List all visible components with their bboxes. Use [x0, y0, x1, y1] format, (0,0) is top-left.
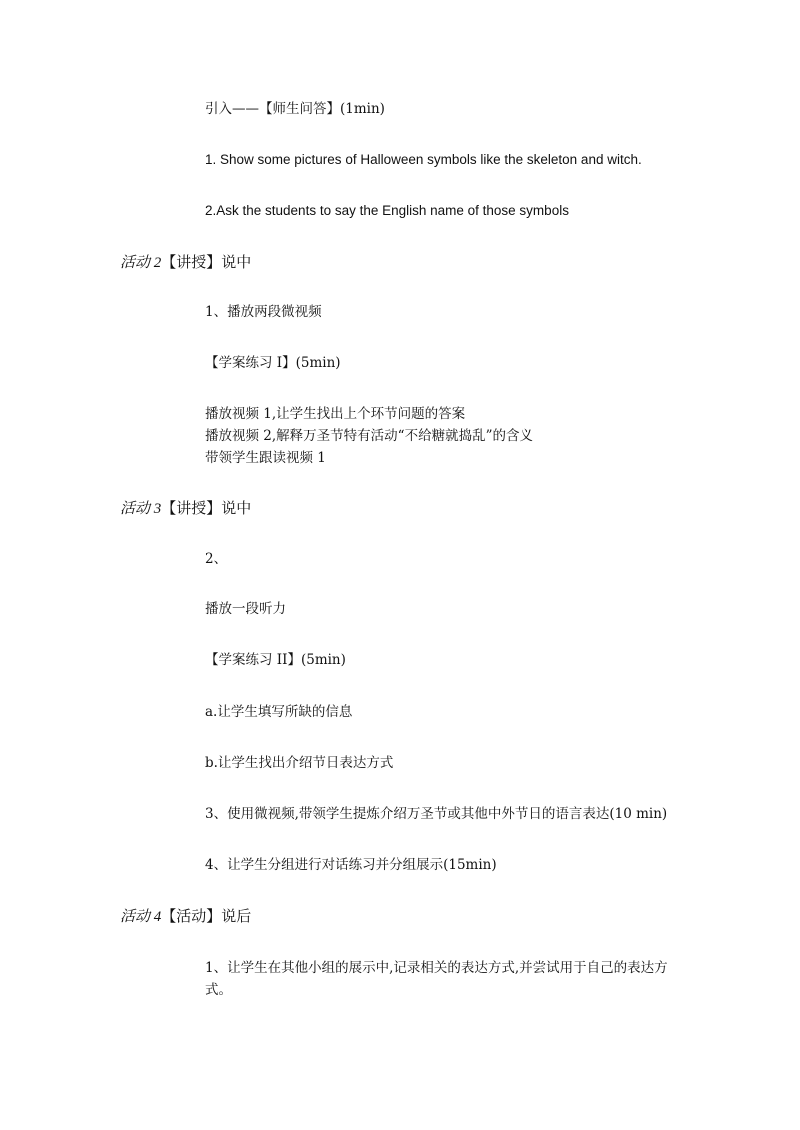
intro-item-1: 1. Show some pictures of Halloween symbols like the skeleton and witch.: [205, 152, 642, 167]
activity-2-line-2: 播放视频 2,解释万圣节特有活动“不给糖就捣乱”的含义: [205, 428, 533, 444]
activity-4-heading: [120, 905, 251, 928]
activity-3-step-3: 3、使用微视频,带领学生提炼介绍万圣节或其他中外节日的语言表达(10 min): [205, 806, 668, 822]
activity-3-heading: [120, 497, 251, 520]
activity-2-heading: [120, 251, 251, 274]
activity-4-step-1: 1、让学生在其他小组的展示中,记录相关的表达方式,并尝试用于自己的表达方式。: [205, 960, 668, 998]
activity-3-item-a: a.让学生填写所缺的信息: [205, 704, 353, 720]
activity-2-exercise: 【学案练习 I】(5min): [205, 355, 341, 371]
activity-2-title: 【讲授】说中: [161, 253, 252, 271]
activity-3-title: 【讲授】说中: [161, 499, 252, 517]
activity-3-item-b: b.让学生找出介绍节日表达方式: [205, 755, 394, 771]
activity-2-line-1: 播放视频 1,让学生找出上个环节问题的答案: [205, 406, 466, 422]
activity-2-line-3: 带领学生跟读视频 1: [205, 450, 326, 466]
activity-3-step-2: 2、: [205, 551, 228, 567]
activity-3-step-4: 4、让学生分组进行对话练习并分组展示(15min): [205, 857, 497, 873]
activity-4-title: 【活动】说后: [161, 907, 252, 925]
activity-3-label: 活动 3: [120, 501, 162, 517]
activity-3-exercise: 【学案练习 II】(5min): [205, 652, 346, 668]
activity-4-label: 活动 4: [120, 909, 162, 925]
intro-title: 引入——【师生问答】(1min): [205, 101, 385, 117]
activity-2-step-1: 1、播放两段微视频: [205, 304, 322, 320]
activity-3-listen: 播放一段听力: [205, 601, 286, 617]
intro-item-2: 2.Ask the students to say the English name of those symbols: [205, 203, 569, 218]
activity-2-label: 活动 2: [120, 255, 162, 271]
